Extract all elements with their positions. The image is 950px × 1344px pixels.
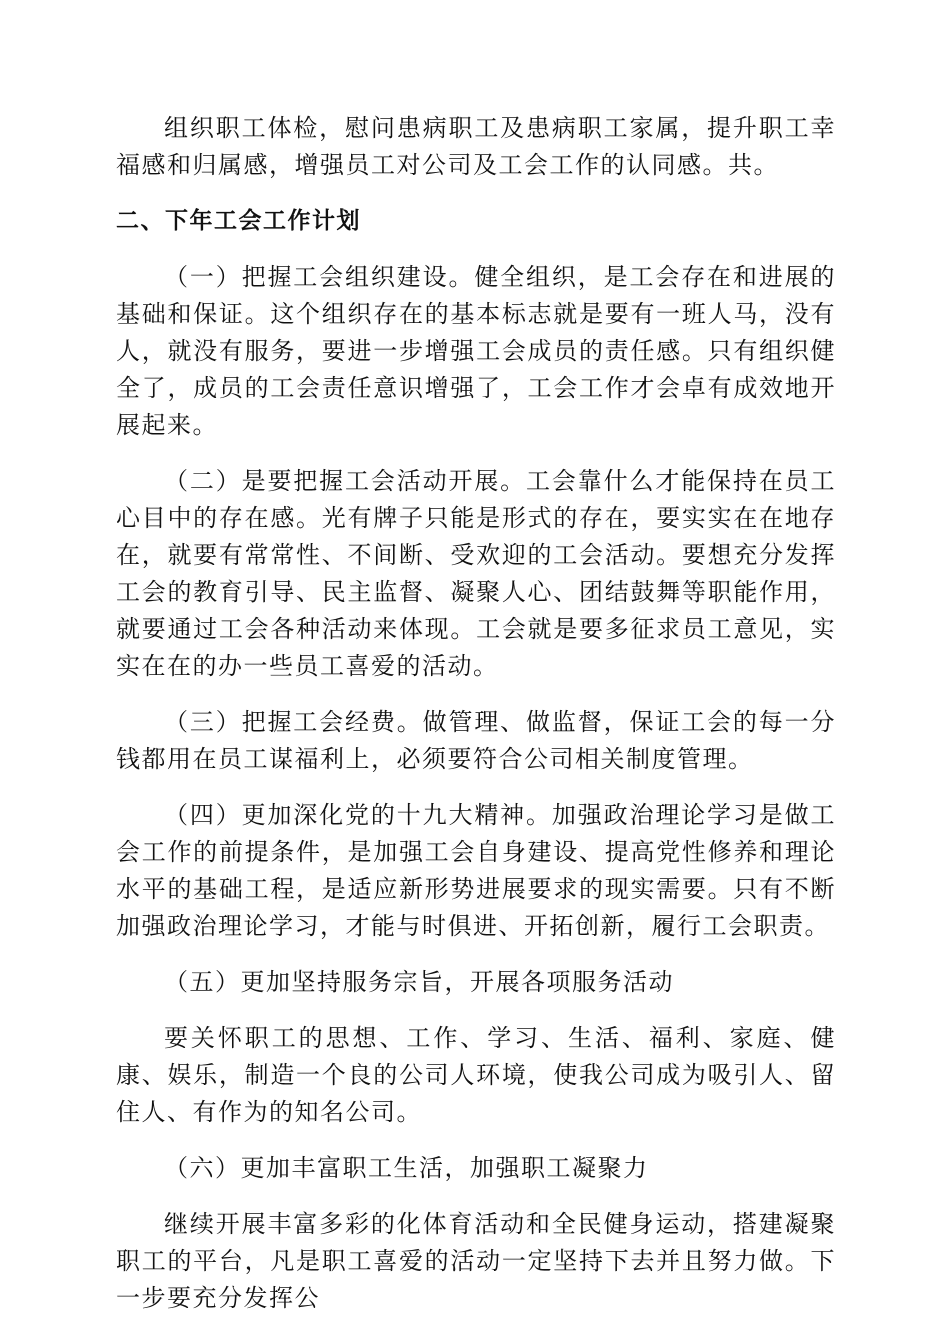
paragraph-item-5-title: （五）更加坚持服务宗旨，开展各项服务活动 xyxy=(164,968,674,996)
paragraph-item-4: （四）更加深化党的十九大精神。加强政治理论学习是做工会工作的前提条件，是加强工会自身建设、提高党性修养和理论水平的基础工程，是适应新形势进展要求的现实需要。只有不断加强政治理论学习，才能与时俱进、开拓创新，履行工会职责。 xyxy=(116,801,836,940)
paragraph-item-1: （一）把握工会组织建设。健全组织，是工会存在和进展的基础和保证。这个组织存在的基本标志就是要有一班人马，没有人，就没有服务，要进一步增强工会成员的责任感。只有组织健全了，成员的工会责任意识增强了，工会工作才会卓有成效地开展起来。 xyxy=(116,263,836,439)
section-heading: 二、下年工会工作计划 xyxy=(116,208,361,234)
paragraph-item-3: （三）把握工会经费。做管理、做监督，保证工会的每一分钱都用在员工谋福利上，必须要符合公司相关制度管理。 xyxy=(116,708,836,773)
document-body xyxy=(116,110,836,1336)
paragraph-intro: 组织职工体检，慰问患病职工及患病职工家属，提升职工幸福感和归属感，增强员工对公司及工会工作的认同感。共。 xyxy=(116,114,836,179)
paragraph-item-2: （二）是要把握工会活动开展。工会靠什么才能保持在员工心目中的存在感。光有牌子只能是形式的存在，要实实在在地存在，就要有常常性、不间断、受欢迎的工会活动。要想充分发挥工会的教育引导、民主监督、凝聚人心、团结鼓舞等职能作用，就要通过工会各种活动来体现。工会就是要多征求员工意见，实实在在的办一些员工喜爱的活动。 xyxy=(116,467,836,680)
paragraph-item-6-body: 继续开展丰富多彩的化体育活动和全民健身运动，搭建凝聚职工的平台，凡是职工喜爱的活动一定坚持下去并且努力做。下一步要充分发挥公 xyxy=(116,1210,836,1312)
paragraph-item-6-title: （六）更加丰富职工生活，加强职工凝聚力 xyxy=(164,1154,649,1182)
paragraph-item-5-body: 要关怀职工的思想、工作、学习、生活、福利、家庭、健康、娱乐，制造一个良的公司人环境，使我公司成为吸引人、留住人、有作为的知名公司。 xyxy=(116,1024,836,1126)
